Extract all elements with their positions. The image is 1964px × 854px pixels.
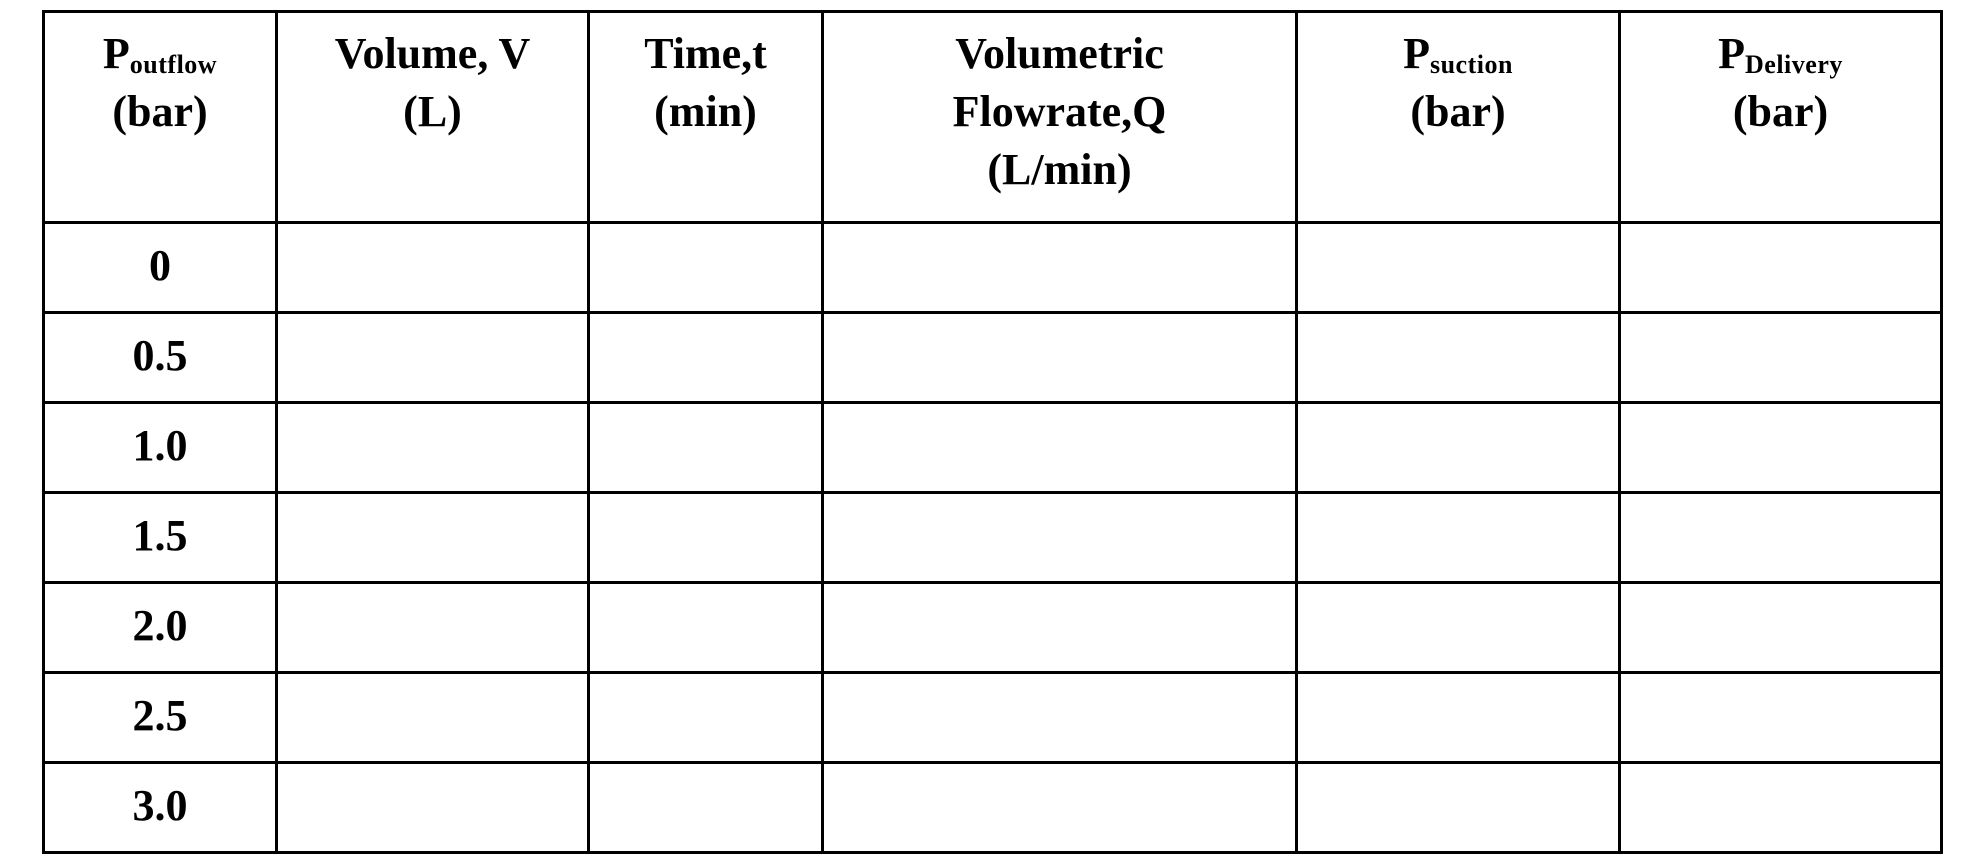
header-title: Volume, V (334, 29, 531, 78)
column-header-p-suction (1297, 12, 1620, 223)
pressure-subscript: Delivery (1745, 50, 1843, 79)
cell-time[interactable] (589, 493, 823, 583)
cell-flowrate[interactable] (823, 313, 1297, 403)
pressure-symbol: P (102, 29, 130, 78)
table-row (44, 583, 1942, 673)
table-row (44, 763, 1942, 853)
pressure-symbol: P (1718, 29, 1746, 78)
header-unit: (bar) (1732, 87, 1829, 137)
cell-flowrate[interactable] (823, 673, 1297, 763)
cell-time[interactable] (589, 763, 823, 853)
cell-volume[interactable] (277, 493, 589, 583)
column-header-volume (277, 12, 589, 223)
cell-time[interactable] (589, 403, 823, 493)
cell-time[interactable] (589, 223, 823, 313)
header-symbol-line (1622, 25, 1939, 83)
cell-p-delivery[interactable] (1620, 583, 1942, 673)
cell-p-suction[interactable] (1297, 763, 1620, 853)
cell-time[interactable] (589, 583, 823, 673)
cell-volume[interactable] (277, 223, 589, 313)
cell-p-delivery[interactable] (1620, 313, 1942, 403)
cell-volume[interactable] (277, 313, 589, 403)
header-unit: (L) (403, 87, 462, 137)
pressure-subscript: suction (1429, 50, 1513, 79)
cell-flowrate[interactable] (823, 583, 1297, 673)
header-unit: (bar) (1410, 87, 1506, 137)
header-row (44, 12, 1942, 223)
table-row (44, 673, 1942, 763)
cell-volume[interactable] (277, 763, 589, 853)
column-header-time (589, 12, 823, 223)
cell-p-delivery[interactable] (1620, 673, 1942, 763)
cell-flowrate[interactable] (823, 763, 1297, 853)
cell-p-outflow: 2.0 (44, 583, 277, 673)
column-header-flowrate (823, 12, 1297, 223)
header-title-2: Flowrate,Q (952, 87, 1167, 137)
cell-p-outflow: 1.5 (44, 493, 277, 583)
cell-p-delivery[interactable] (1620, 763, 1942, 853)
cell-flowrate[interactable] (823, 493, 1297, 583)
cell-time[interactable] (589, 673, 823, 763)
cell-p-delivery[interactable] (1620, 403, 1942, 493)
cell-volume[interactable] (277, 403, 589, 493)
cell-volume[interactable] (277, 583, 589, 673)
table-row (44, 223, 1942, 313)
header-title: Time,t (644, 29, 767, 78)
header-unit: (L/min) (987, 145, 1132, 195)
cell-flowrate[interactable] (823, 223, 1297, 313)
table-row (44, 313, 1942, 403)
cell-p-delivery[interactable] (1620, 493, 1942, 583)
cell-time[interactable] (589, 313, 823, 403)
cell-p-suction[interactable] (1297, 583, 1620, 673)
header-unit: (min) (654, 87, 757, 137)
cell-p-suction[interactable] (1297, 403, 1620, 493)
column-header-p-delivery (1620, 12, 1942, 223)
cell-p-suction[interactable] (1297, 313, 1620, 403)
cell-p-outflow: 0 (44, 223, 277, 313)
cell-p-delivery[interactable] (1620, 223, 1942, 313)
header-unit: (bar) (112, 87, 208, 137)
cell-p-suction[interactable] (1297, 223, 1620, 313)
table-row (44, 493, 1942, 583)
cell-p-outflow: 3.0 (44, 763, 277, 853)
cell-p-suction[interactable] (1297, 673, 1620, 763)
cell-p-outflow: 0.5 (44, 313, 277, 403)
cell-p-outflow: 1.0 (44, 403, 277, 493)
measurement-table (42, 10, 1943, 854)
header-symbol-line (1299, 25, 1617, 83)
table-row (44, 403, 1942, 493)
cell-flowrate[interactable] (823, 403, 1297, 493)
cell-volume[interactable] (277, 673, 589, 763)
pressure-subscript: outflow (129, 50, 218, 79)
header-symbol-line (46, 25, 274, 83)
cell-p-suction[interactable] (1297, 493, 1620, 583)
cell-p-outflow: 2.5 (44, 673, 277, 763)
pressure-symbol: P (1403, 29, 1430, 78)
column-header-p-outflow (44, 12, 277, 223)
header-title: Volumetric (955, 29, 1164, 78)
